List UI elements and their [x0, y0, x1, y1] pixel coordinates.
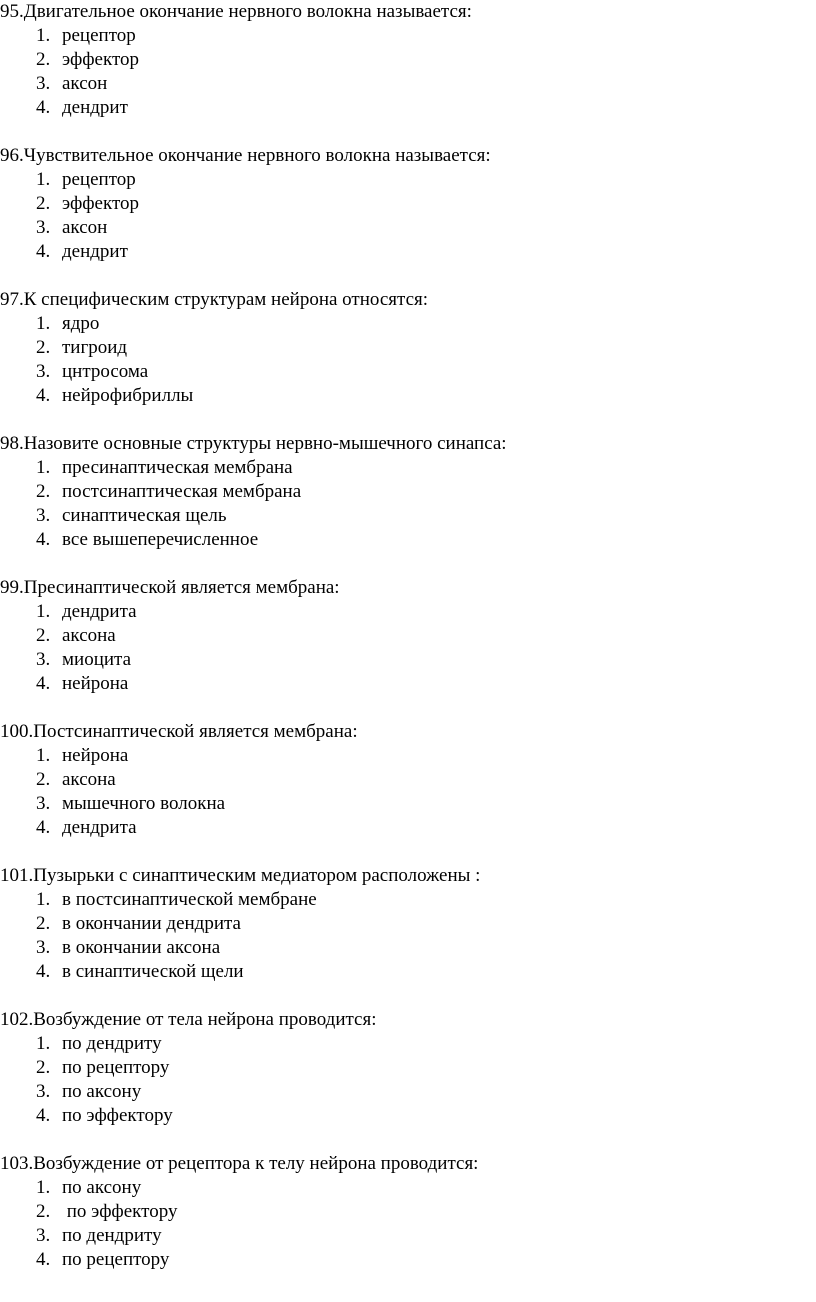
option-text: цнтросома — [62, 361, 149, 382]
option-number: 1. — [36, 25, 51, 46]
option-text: мышечного волокна — [62, 793, 226, 814]
option-number: 4. — [36, 241, 51, 262]
option-number: 1. — [36, 601, 51, 622]
option-text: пресинаптическая мембрана — [62, 457, 293, 478]
answer-option — [0, 1032, 816, 1056]
option-text: нейрона — [62, 673, 129, 694]
option-text: нейрона — [62, 745, 129, 766]
option-number: 2. — [36, 481, 51, 502]
option-number: 1. — [36, 457, 51, 478]
option-number: 1. — [36, 313, 51, 334]
option-text: рецептор — [62, 25, 136, 46]
answer-option — [0, 960, 816, 984]
option-text: аксон — [62, 217, 108, 238]
option-number: 3. — [36, 649, 51, 670]
answer-option — [0, 888, 816, 912]
answer-option — [0, 528, 816, 552]
answer-option — [0, 24, 816, 48]
answer-option — [0, 936, 816, 960]
option-text: по дендриту — [62, 1033, 162, 1054]
option-text: синаптическая щель — [62, 505, 227, 526]
option-text: по дендриту — [62, 1225, 162, 1246]
question-text: 96.Чувствительное окончание нервного волокна называется: — [0, 145, 491, 166]
answer-option — [0, 1248, 816, 1272]
option-number: 1. — [36, 745, 51, 766]
question-101 — [0, 864, 816, 984]
answer-option — [0, 480, 816, 504]
question-text: 97.К специфическим структурам нейрона относятся: — [0, 289, 429, 310]
answer-option — [0, 504, 816, 528]
answer-option — [0, 360, 816, 384]
answer-option — [0, 672, 816, 696]
option-number: 3. — [36, 1081, 51, 1102]
question-95 — [0, 0, 816, 120]
answer-options — [0, 1032, 816, 1128]
option-text: по эффектору — [62, 1105, 173, 1126]
option-number: 2. — [36, 337, 51, 358]
option-number: 3. — [36, 937, 51, 958]
answer-options — [0, 600, 816, 696]
option-number: 4. — [36, 1105, 51, 1126]
answer-option — [0, 744, 816, 768]
option-text: дендрит — [62, 241, 128, 262]
answer-options — [0, 456, 816, 552]
option-number: 4. — [36, 817, 51, 838]
option-number: 4. — [36, 1249, 51, 1270]
answer-options — [0, 24, 816, 120]
option-text: дендрита — [62, 601, 137, 622]
option-number: 3. — [36, 793, 51, 814]
answer-option — [0, 192, 816, 216]
option-text: по аксону — [62, 1081, 142, 1102]
option-number: 3. — [36, 73, 51, 94]
option-number: 1. — [36, 889, 51, 910]
option-number: 4. — [36, 97, 51, 118]
question-99 — [0, 576, 816, 696]
answer-options — [0, 1176, 816, 1272]
option-number: 1. — [36, 1033, 51, 1054]
option-number: 2. — [36, 625, 51, 646]
answer-options — [0, 312, 816, 408]
option-number: 1. — [36, 169, 51, 190]
option-text: рецептор — [62, 169, 136, 190]
question-96 — [0, 144, 816, 264]
answer-option — [0, 624, 816, 648]
option-text: в окончании дендрита — [62, 913, 241, 934]
option-text: по рецептору — [62, 1249, 170, 1270]
answer-option — [0, 240, 816, 264]
question-103 — [0, 1152, 816, 1272]
option-number: 4. — [36, 673, 51, 694]
question-text: 102.Возбуждение от тела нейрона проводится: — [0, 1009, 377, 1030]
option-text: по рецептору — [62, 1057, 170, 1078]
option-number: 1. — [36, 1177, 51, 1198]
answer-option — [0, 216, 816, 240]
answer-option — [0, 768, 816, 792]
option-text: миоцита — [62, 649, 131, 670]
question-100 — [0, 720, 816, 840]
question-102 — [0, 1008, 816, 1128]
option-text: по эффектору — [62, 1201, 178, 1222]
option-number: 2. — [36, 49, 51, 70]
answer-option — [0, 336, 816, 360]
question-text: 100.Постсинаптической является мембрана: — [0, 721, 358, 742]
option-text: в окончании аксона — [62, 937, 221, 958]
answer-option — [0, 1080, 816, 1104]
answer-options — [0, 744, 816, 840]
option-number: 2. — [36, 913, 51, 934]
answer-option — [0, 384, 816, 408]
answer-option — [0, 1104, 816, 1128]
answer-option — [0, 48, 816, 72]
answer-option — [0, 600, 816, 624]
option-text: в синаптической щели — [62, 961, 244, 982]
option-text: нейрофибриллы — [62, 385, 194, 406]
option-text: эффектор — [62, 193, 140, 214]
option-text: дендрита — [62, 817, 137, 838]
answer-options — [0, 168, 816, 264]
option-number: 2. — [36, 769, 51, 790]
question-text: 99.Пресинаптической является мембрана: — [0, 577, 340, 598]
answer-option — [0, 792, 816, 816]
answer-option — [0, 1056, 816, 1080]
option-text: аксон — [62, 73, 108, 94]
question-text: 103.Возбуждение от рецептора к телу нейрона проводится: — [0, 1153, 479, 1174]
option-number: 3. — [36, 361, 51, 382]
option-number: 3. — [36, 505, 51, 526]
answer-option — [0, 96, 816, 120]
option-number: 3. — [36, 217, 51, 238]
answer-option — [0, 648, 816, 672]
option-number: 2. — [36, 193, 51, 214]
answer-options — [0, 888, 816, 984]
question-text: 98.Назовите основные структуры нервно-мышечного синапса: — [0, 433, 507, 454]
option-number: 4. — [36, 529, 51, 550]
answer-option — [0, 312, 816, 336]
option-text: аксона — [62, 625, 116, 646]
option-text: в постсинаптической мембране — [62, 889, 317, 910]
option-text: эффектор — [62, 49, 140, 70]
option-text: аксона — [62, 769, 116, 790]
question-text: 95.Двигательное окончание нервного волокна называется: — [0, 1, 472, 22]
option-number: 4. — [36, 385, 51, 406]
option-text: тигроид — [62, 337, 128, 358]
question-97 — [0, 288, 816, 408]
answer-option — [0, 1224, 816, 1248]
option-number: 3. — [36, 1225, 51, 1246]
option-text: по аксону — [62, 1177, 142, 1198]
answer-option — [0, 72, 816, 96]
answer-option — [0, 912, 816, 936]
option-number: 2. — [36, 1201, 51, 1222]
option-text: ядро — [62, 313, 100, 334]
option-text: дендрит — [62, 97, 128, 118]
answer-option — [0, 168, 816, 192]
option-number: 2. — [36, 1057, 51, 1078]
answer-option — [0, 1176, 816, 1200]
question-98 — [0, 432, 816, 552]
answer-option — [0, 816, 816, 840]
answer-option — [0, 456, 816, 480]
answer-option — [0, 1200, 816, 1224]
option-text: постсинаптическая мембрана — [62, 481, 302, 502]
option-number: 4. — [36, 961, 51, 982]
option-text: все вышеперечисленное — [62, 529, 259, 550]
question-text: 101.Пузырьки с синаптическим медиатором расположены : — [0, 865, 481, 886]
